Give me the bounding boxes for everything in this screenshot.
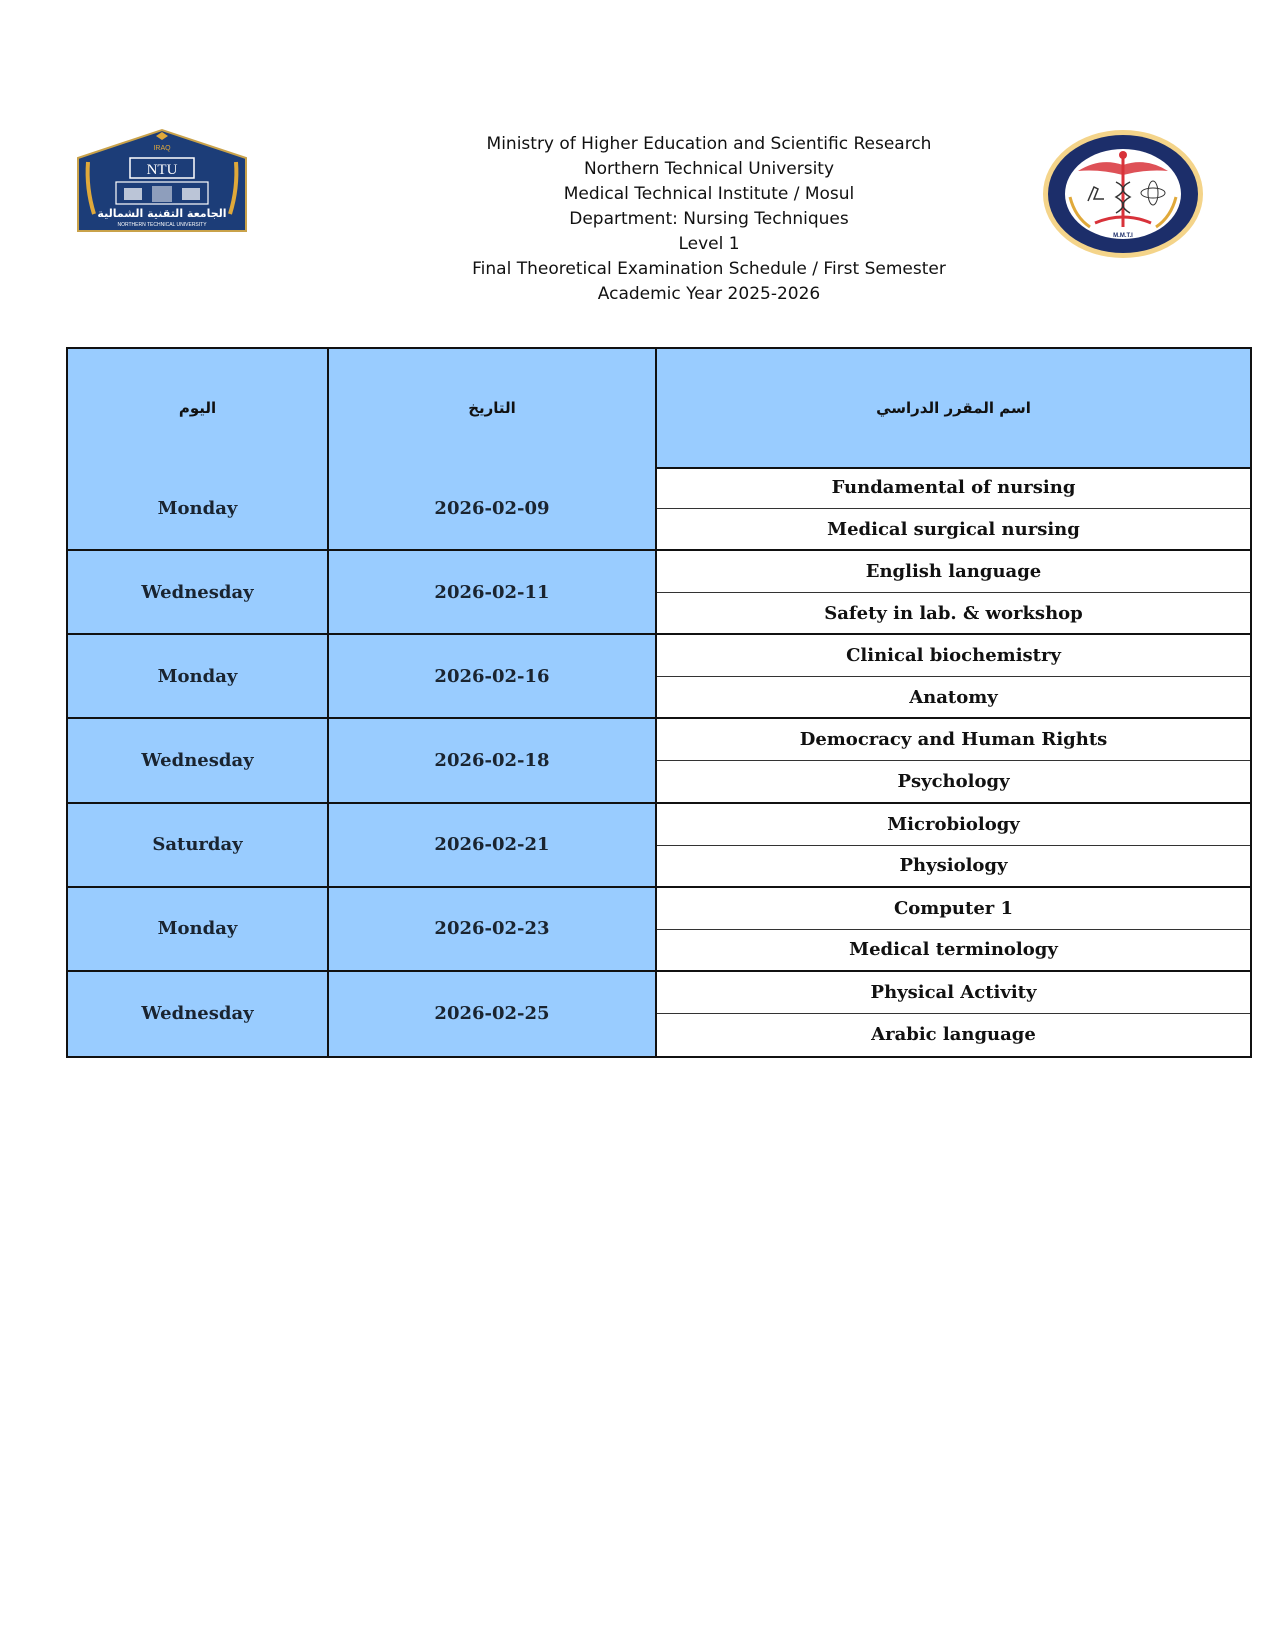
- northern-technical-university-logo: [76, 128, 248, 233]
- date-cell: 2026-02-21: [329, 804, 657, 888]
- exam-schedule-table: [66, 347, 1252, 1058]
- header-university: Northern Technical University: [583, 159, 835, 179]
- date-cell: 2026-02-09: [329, 467, 657, 551]
- course-cells: [657, 888, 1250, 972]
- header-institute: Medical Technical Institute / Mosul: [563, 184, 855, 204]
- header-level: Level 1: [678, 234, 740, 254]
- course-name-cell: Anatomy: [657, 677, 1250, 719]
- date-cell: 2026-02-18: [329, 719, 657, 803]
- course-name-cell: Safety in lab. & workshop: [657, 593, 1250, 635]
- svg-text:الجامعة التقنية الشمالية: الجامعة التقنية الشمالية: [97, 207, 227, 220]
- course-name-cell: Medical surgical nursing: [657, 509, 1250, 551]
- course-name-cell: Medical terminology: [657, 930, 1250, 972]
- column-header-course-name: اسم المقرر الدراسي: [876, 399, 1031, 417]
- course-name-cell: Microbiology: [657, 804, 1250, 846]
- course-name-cell: Physiology: [657, 846, 1250, 888]
- table-row: [68, 467, 1250, 551]
- header-ministry: Ministry of Higher Education and Scientific Research: [486, 134, 932, 154]
- course-cells: [657, 972, 1250, 1056]
- course-name-cell: Physical Activity: [657, 972, 1250, 1014]
- table-row: [68, 719, 1250, 803]
- table-header-row: [68, 349, 1250, 469]
- day-cell: Monday: [68, 467, 329, 551]
- svg-text:IRAQ: IRAQ: [153, 145, 171, 152]
- date-cell: 2026-02-11: [329, 551, 657, 635]
- date-cell: 2026-02-16: [329, 635, 657, 719]
- course-name-cell: Psychology: [657, 761, 1250, 803]
- svg-text:M.M.T.I: M.M.T.I: [1113, 233, 1133, 239]
- course-name-cell: Democracy and Human Rights: [657, 719, 1250, 761]
- day-cell: Wednesday: [68, 972, 329, 1056]
- svg-text:NTU: NTU: [146, 162, 178, 178]
- header-academic-year: Academic Year 2025-2026: [597, 284, 821, 304]
- mosul-medical-institute-logo: [1040, 127, 1206, 261]
- course-cells: [657, 551, 1250, 635]
- course-name-cell: Fundamental of nursing: [657, 467, 1250, 509]
- header-schedule-title: Final Theoretical Examination Schedule / First Semester: [472, 259, 946, 279]
- svg-text:NORTHERN TECHNICAL UNIVERSITY: NORTHERN TECHNICAL UNIVERSITY: [117, 222, 207, 228]
- day-cell: Saturday: [68, 804, 329, 888]
- course-name-cell: Clinical biochemistry: [657, 635, 1250, 677]
- day-cell: Monday: [68, 888, 329, 972]
- course-cells: [657, 804, 1250, 888]
- column-header-day: اليوم: [68, 349, 329, 467]
- table-row: [68, 635, 1250, 719]
- header-department: Department: Nursing Techniques: [569, 209, 849, 229]
- day-cell: Monday: [68, 635, 329, 719]
- course-cells: [657, 719, 1250, 803]
- course-name-cell: Arabic language: [871, 1024, 1036, 1046]
- course-cells: [657, 635, 1250, 719]
- course-name-cell: English language: [657, 551, 1250, 593]
- course-name-cell: Computer 1: [657, 888, 1250, 930]
- day-cell: Wednesday: [68, 551, 329, 635]
- date-cell: 2026-02-23: [329, 888, 657, 972]
- date-cell: 2026-02-25: [329, 972, 657, 1056]
- table-row: [68, 551, 1250, 635]
- column-header-date: التاريخ: [329, 349, 657, 467]
- table-row: [68, 888, 1250, 972]
- day-cell: Wednesday: [68, 719, 329, 803]
- course-cells: [657, 467, 1250, 551]
- table-row: [68, 972, 1250, 1056]
- table-row: [68, 804, 1250, 888]
- document-header: [409, 132, 1009, 307]
